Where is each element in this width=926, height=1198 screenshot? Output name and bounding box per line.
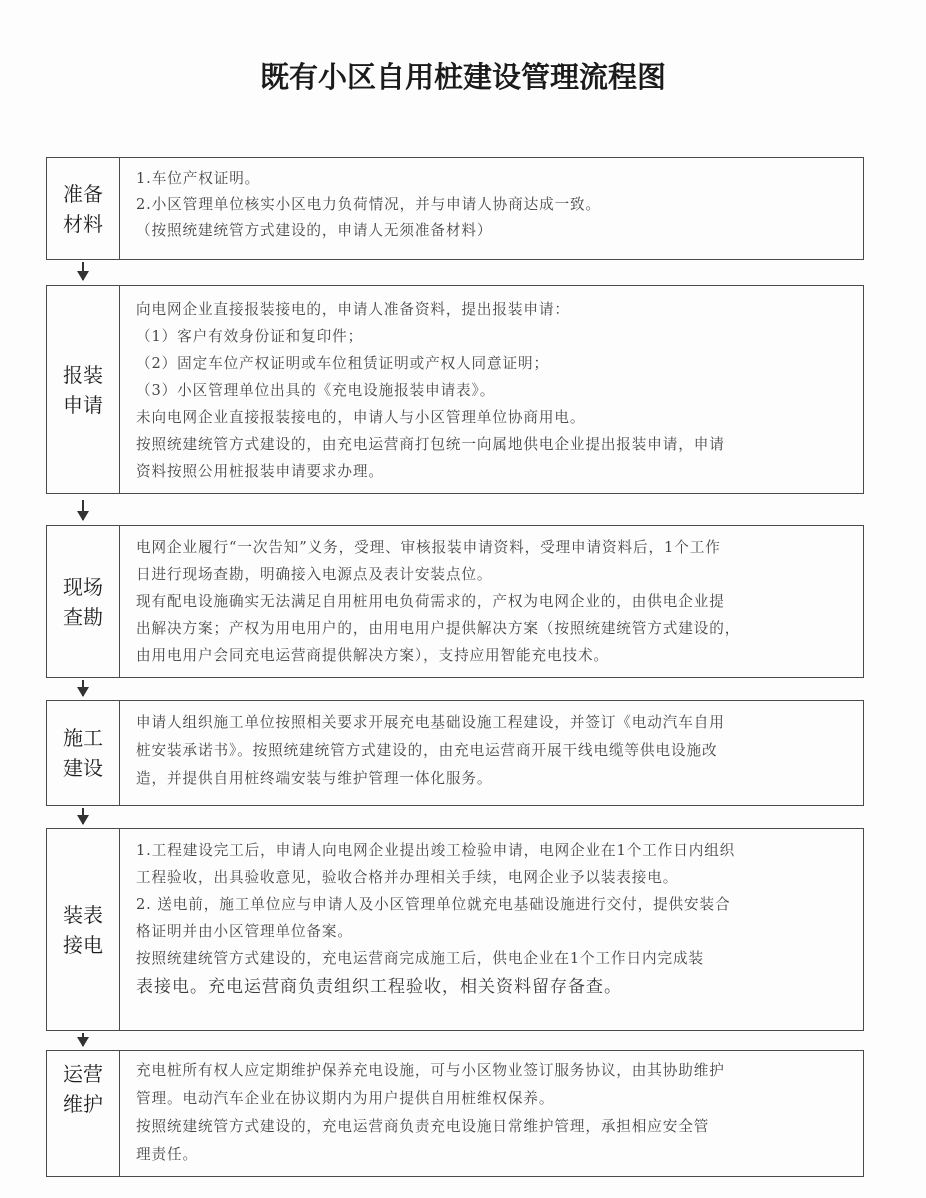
step-text-line: 2.小区管理单位核实小区电力负荷情况，并与申请人协商达成一致。 xyxy=(136,196,602,213)
step-body xyxy=(120,1051,863,1176)
flow-arrow-down-icon xyxy=(82,1033,84,1046)
step-label-line: 准备 xyxy=(63,181,103,206)
step-text-line: 向电网企业直接报装接电的，申请人准备资料，提出报装申请： xyxy=(136,301,570,318)
step-text-line: 电网企业履行“一次告知”义务，受理、审核报装申请资料，受理申请资料后，1个工作 xyxy=(136,539,721,556)
step-label-line: 接电 xyxy=(63,932,103,957)
step-body xyxy=(120,158,863,259)
step-label xyxy=(47,829,120,1030)
flow-arrow-down-icon xyxy=(82,262,84,280)
step-text-line: 工程验收，出具验收意见，验收合格并办理相关手续，电网企业予以装表接电。 xyxy=(136,869,679,886)
step-text-line: 现有配电设施确实无法满足自用桩用电负荷需求的，产权为电网企业的，由供电企业提 xyxy=(136,593,725,610)
flow-arrow-down-icon xyxy=(82,500,84,520)
step-label-line: 运营 xyxy=(63,1062,103,1086)
step-text-line: （1）客户有效身份证和复印件； xyxy=(136,328,364,345)
step-body xyxy=(120,526,863,677)
flow-arrow-down-icon xyxy=(82,680,84,696)
step-prepare-materials xyxy=(46,157,864,260)
step-text-line: 出解决方案；产权为用电用户的，由用电用户提供解决方案（按照统建统管方式建设的， xyxy=(136,620,741,637)
step-label xyxy=(47,526,120,677)
step-label-line: 材料 xyxy=(63,211,103,236)
step-site-survey xyxy=(46,525,864,678)
step-text-line: 资料按照公用桩报装申请要求办理。 xyxy=(136,463,384,480)
step-text-line: 管理。电动汽车企业在协议期内为用户提供自用桩维权保养。 xyxy=(136,1090,555,1107)
step-text-line: 充电桩所有权人应定期维护保养充电设施，可与小区物业签订服务协议，由其协助维护 xyxy=(136,1062,725,1079)
step-body xyxy=(120,701,863,805)
step-label-line: 现场 xyxy=(63,574,103,599)
step-label-line: 查勘 xyxy=(63,604,103,629)
step-text-line: （3）小区管理单位出具的《充电设施报装申请表》。 xyxy=(136,382,496,399)
step-text-line: 按照统建统管方式建设的，充电运营商完成施工后，供电企业在1个工作日内完成装 xyxy=(136,950,704,967)
step-meter-connection xyxy=(46,828,864,1031)
step-text-line: （2）固定车位产权证明或车位租赁证明或产权人同意证明； xyxy=(136,355,550,372)
step-text-line: 表接电。充电运营商负责组织工程验收，相关资料留存备查。 xyxy=(136,977,622,997)
step-text-line: 桩安装承诺书》。按照统建统管方式建设的，由充电运营商开展干线电缆等供电设施改 xyxy=(136,742,718,759)
step-label xyxy=(47,286,120,493)
step-label xyxy=(47,701,120,805)
step-label-line: 报装 xyxy=(63,362,103,387)
flow-arrow-down-icon xyxy=(82,808,84,824)
step-text-line: 申请人组织施工单位按照相关要求开展充电基础设施工程建设，并签订《电动汽车自用 xyxy=(136,714,725,731)
step-operation-maintenance xyxy=(46,1050,864,1177)
step-text-line: 未向电网企业直接报装接电的，申请人与小区管理单位协商用电。 xyxy=(136,409,586,426)
step-label-line: 施工 xyxy=(63,726,103,750)
step-text-line: 格证明并由小区管理单位备案。 xyxy=(136,923,353,940)
step-text-line: （按照统建统管方式建设的，申请人无须准备材料） xyxy=(136,222,493,239)
step-label-line: 建设 xyxy=(63,756,103,780)
step-label-line: 申请 xyxy=(63,392,103,417)
step-body xyxy=(120,829,863,1030)
step-construction xyxy=(46,700,864,806)
step-label-line: 装表 xyxy=(63,902,103,927)
step-text-line: 日进行现场查勘，明确接入电源点及表计安装点位。 xyxy=(136,566,493,583)
step-text-line: 由用电用户会同充电运营商提供解决方案），支持应用智能充电技术。 xyxy=(136,647,610,664)
step-text-line: 按照统建统管方式建设的，由充电运营商打包统一向属地供电企业提出报装申请，申请 xyxy=(136,436,725,453)
page-title: 既有小区自用桩建设管理流程图 xyxy=(259,60,666,94)
step-text-line: 1.工程建设完工后，申请人向电网企业提出竣工检验申请，电网企业在1个工作日内组织 xyxy=(136,842,736,859)
step-text-line: 理责任。 xyxy=(136,1146,198,1163)
step-label xyxy=(47,1051,120,1176)
step-label-line: 维护 xyxy=(63,1092,103,1116)
step-application xyxy=(46,285,864,494)
step-body xyxy=(120,286,863,493)
step-text-line: 1.车位产权证明。 xyxy=(136,170,261,187)
step-text-line: 造，并提供自用桩终端安装与维护管理一体化服务。 xyxy=(136,770,493,787)
step-text-line: 按照统建统管方式建设的，充电运营商负责充电设施日常维护管理，承担相应安全管 xyxy=(136,1118,710,1135)
step-text-line: 2. 送电前，施工单位应与申请人及小区管理单位就充电基础设施进行交付，提供安装合 xyxy=(136,896,731,913)
step-label xyxy=(47,158,120,259)
